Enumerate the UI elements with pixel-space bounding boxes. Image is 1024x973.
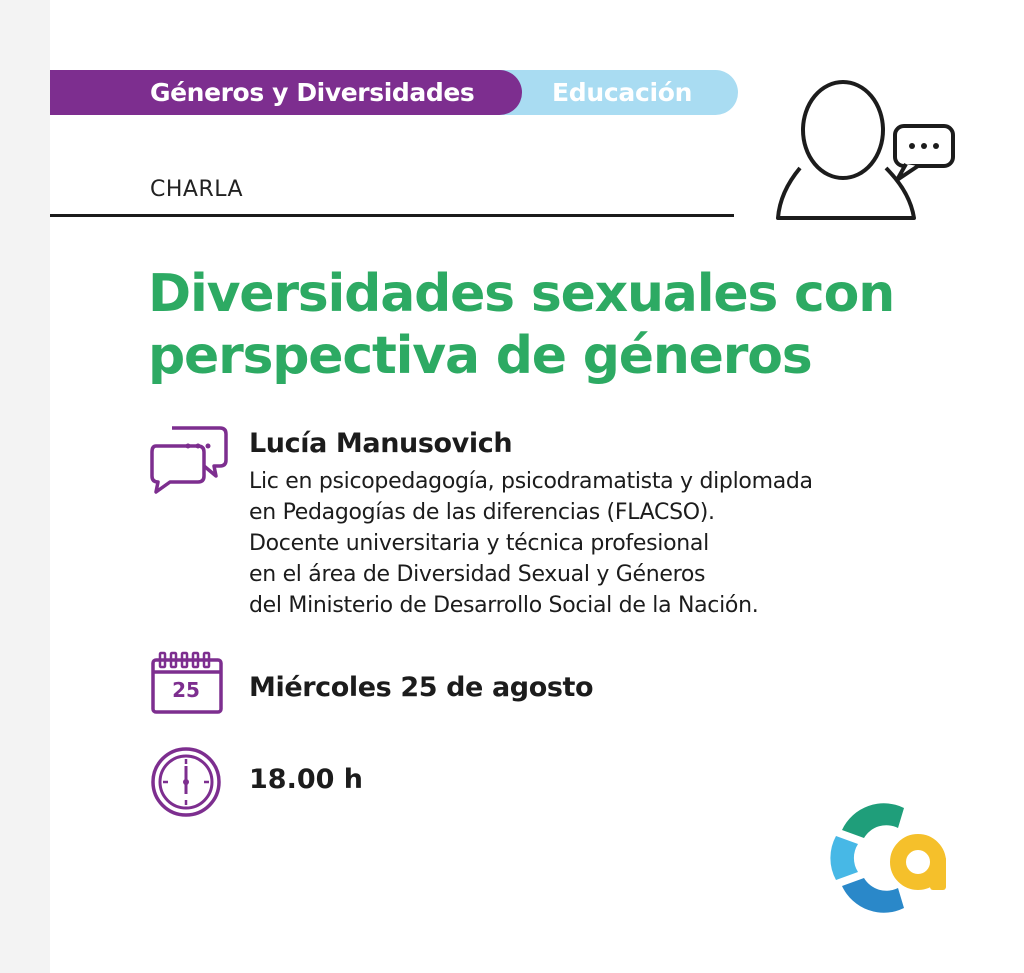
event-time: 18.00 h [249, 764, 364, 795]
event-type-label: CHARLA [150, 177, 244, 202]
speaker-bio: Lic en psicopedagogía, psicodramatista y diplomada en Pedagogías de las diferencias (FLACSO). Docente universitaria y técnica profesional en el área de Diversidad Sexual y Géneros del Ministerio de Desarrollo Social de la Nación. [249, 469, 813, 618]
area-tag-label: Educación [552, 78, 693, 107]
event-date: Miércoles 25 de agosto [249, 672, 594, 703]
event-title: Diversidades sexuales con perspectiva de géneros [148, 264, 895, 386]
area-tag [490, 70, 738, 115]
divider-line [50, 214, 734, 217]
category-tag [50, 70, 522, 115]
clock-icon [150, 746, 222, 818]
ca-logo [818, 800, 953, 915]
category-tag-label: Géneros y Diversidades [150, 78, 475, 107]
speaker-name: Lucía Manusovich [249, 428, 513, 459]
person-speech-icon [770, 80, 960, 225]
speech-bubbles-icon [148, 424, 230, 494]
left-margin-strip [0, 0, 50, 973]
calendar-day-number: 25 [172, 678, 200, 702]
